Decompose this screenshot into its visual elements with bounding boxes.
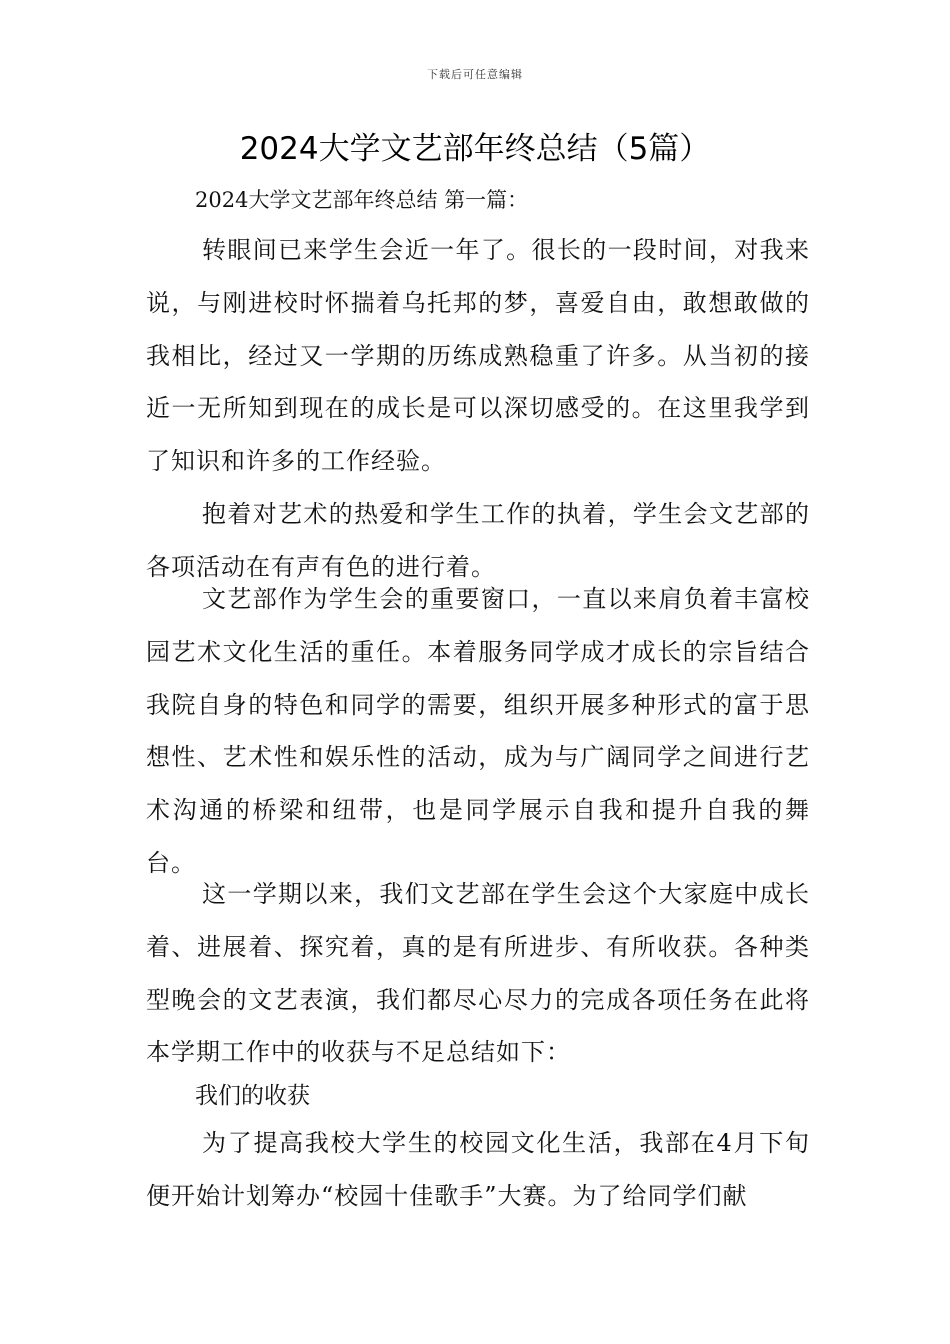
section-subtitle: 2024大学文艺部年终总结 第一篇： <box>195 188 529 212</box>
paragraph-2: 抱着对艺术的热爱和学生工作的执着，学生会文艺部的各项活动在有声有色的进行着。 <box>146 500 810 581</box>
paragraph-3: 文艺部作为学生会的重要窗口，一直以来肩负着丰富校园艺术文化生活的重任。本着服务同学成才成长的宗旨结合我院自身的特色和同学的需要，组织开展多种形式的富于思想性、艺术性和娱乐性的活动，成为与广阔同学之间进行艺术沟通的桥梁和纽带，也是同学展示自我和提升自我的舞台。 <box>146 585 810 877</box>
section-heading: 我们的收获 <box>195 1083 310 1109</box>
paragraph-4: 这一学期以来，我们文艺部在学生会这个大家庭中成长着、进展着、探究着，真的是有所进步、有所收获。各种类型晚会的文艺表演，我们都尽心尽力的完成各项任务在此将本学期工作中的收获与不足总结如下： <box>146 880 810 1067</box>
paragraph-1: 转眼间已来学生会近一年了。很长的一段时间，对我来说，与刚进校时怀揣着乌托邦的梦，喜爱自由，敢想敢做的我相比，经过又一学期的历练成熟稳重了许多。从当初的接近一无所知到现在的成长是可以深切感受的。在这里我学到了知识和许多的工作经验。 <box>146 236 810 476</box>
paragraph-5: 为了提高我校大学生的校园文化生活，我部在4月下旬便开始计划筹办“校园十佳歌手”大赛。为了给同学们献 <box>146 1129 810 1210</box>
document-title: 2024大学文艺部年终总结（5篇） <box>239 131 711 167</box>
header-note: 下载后可任意编辑 <box>427 68 523 81</box>
